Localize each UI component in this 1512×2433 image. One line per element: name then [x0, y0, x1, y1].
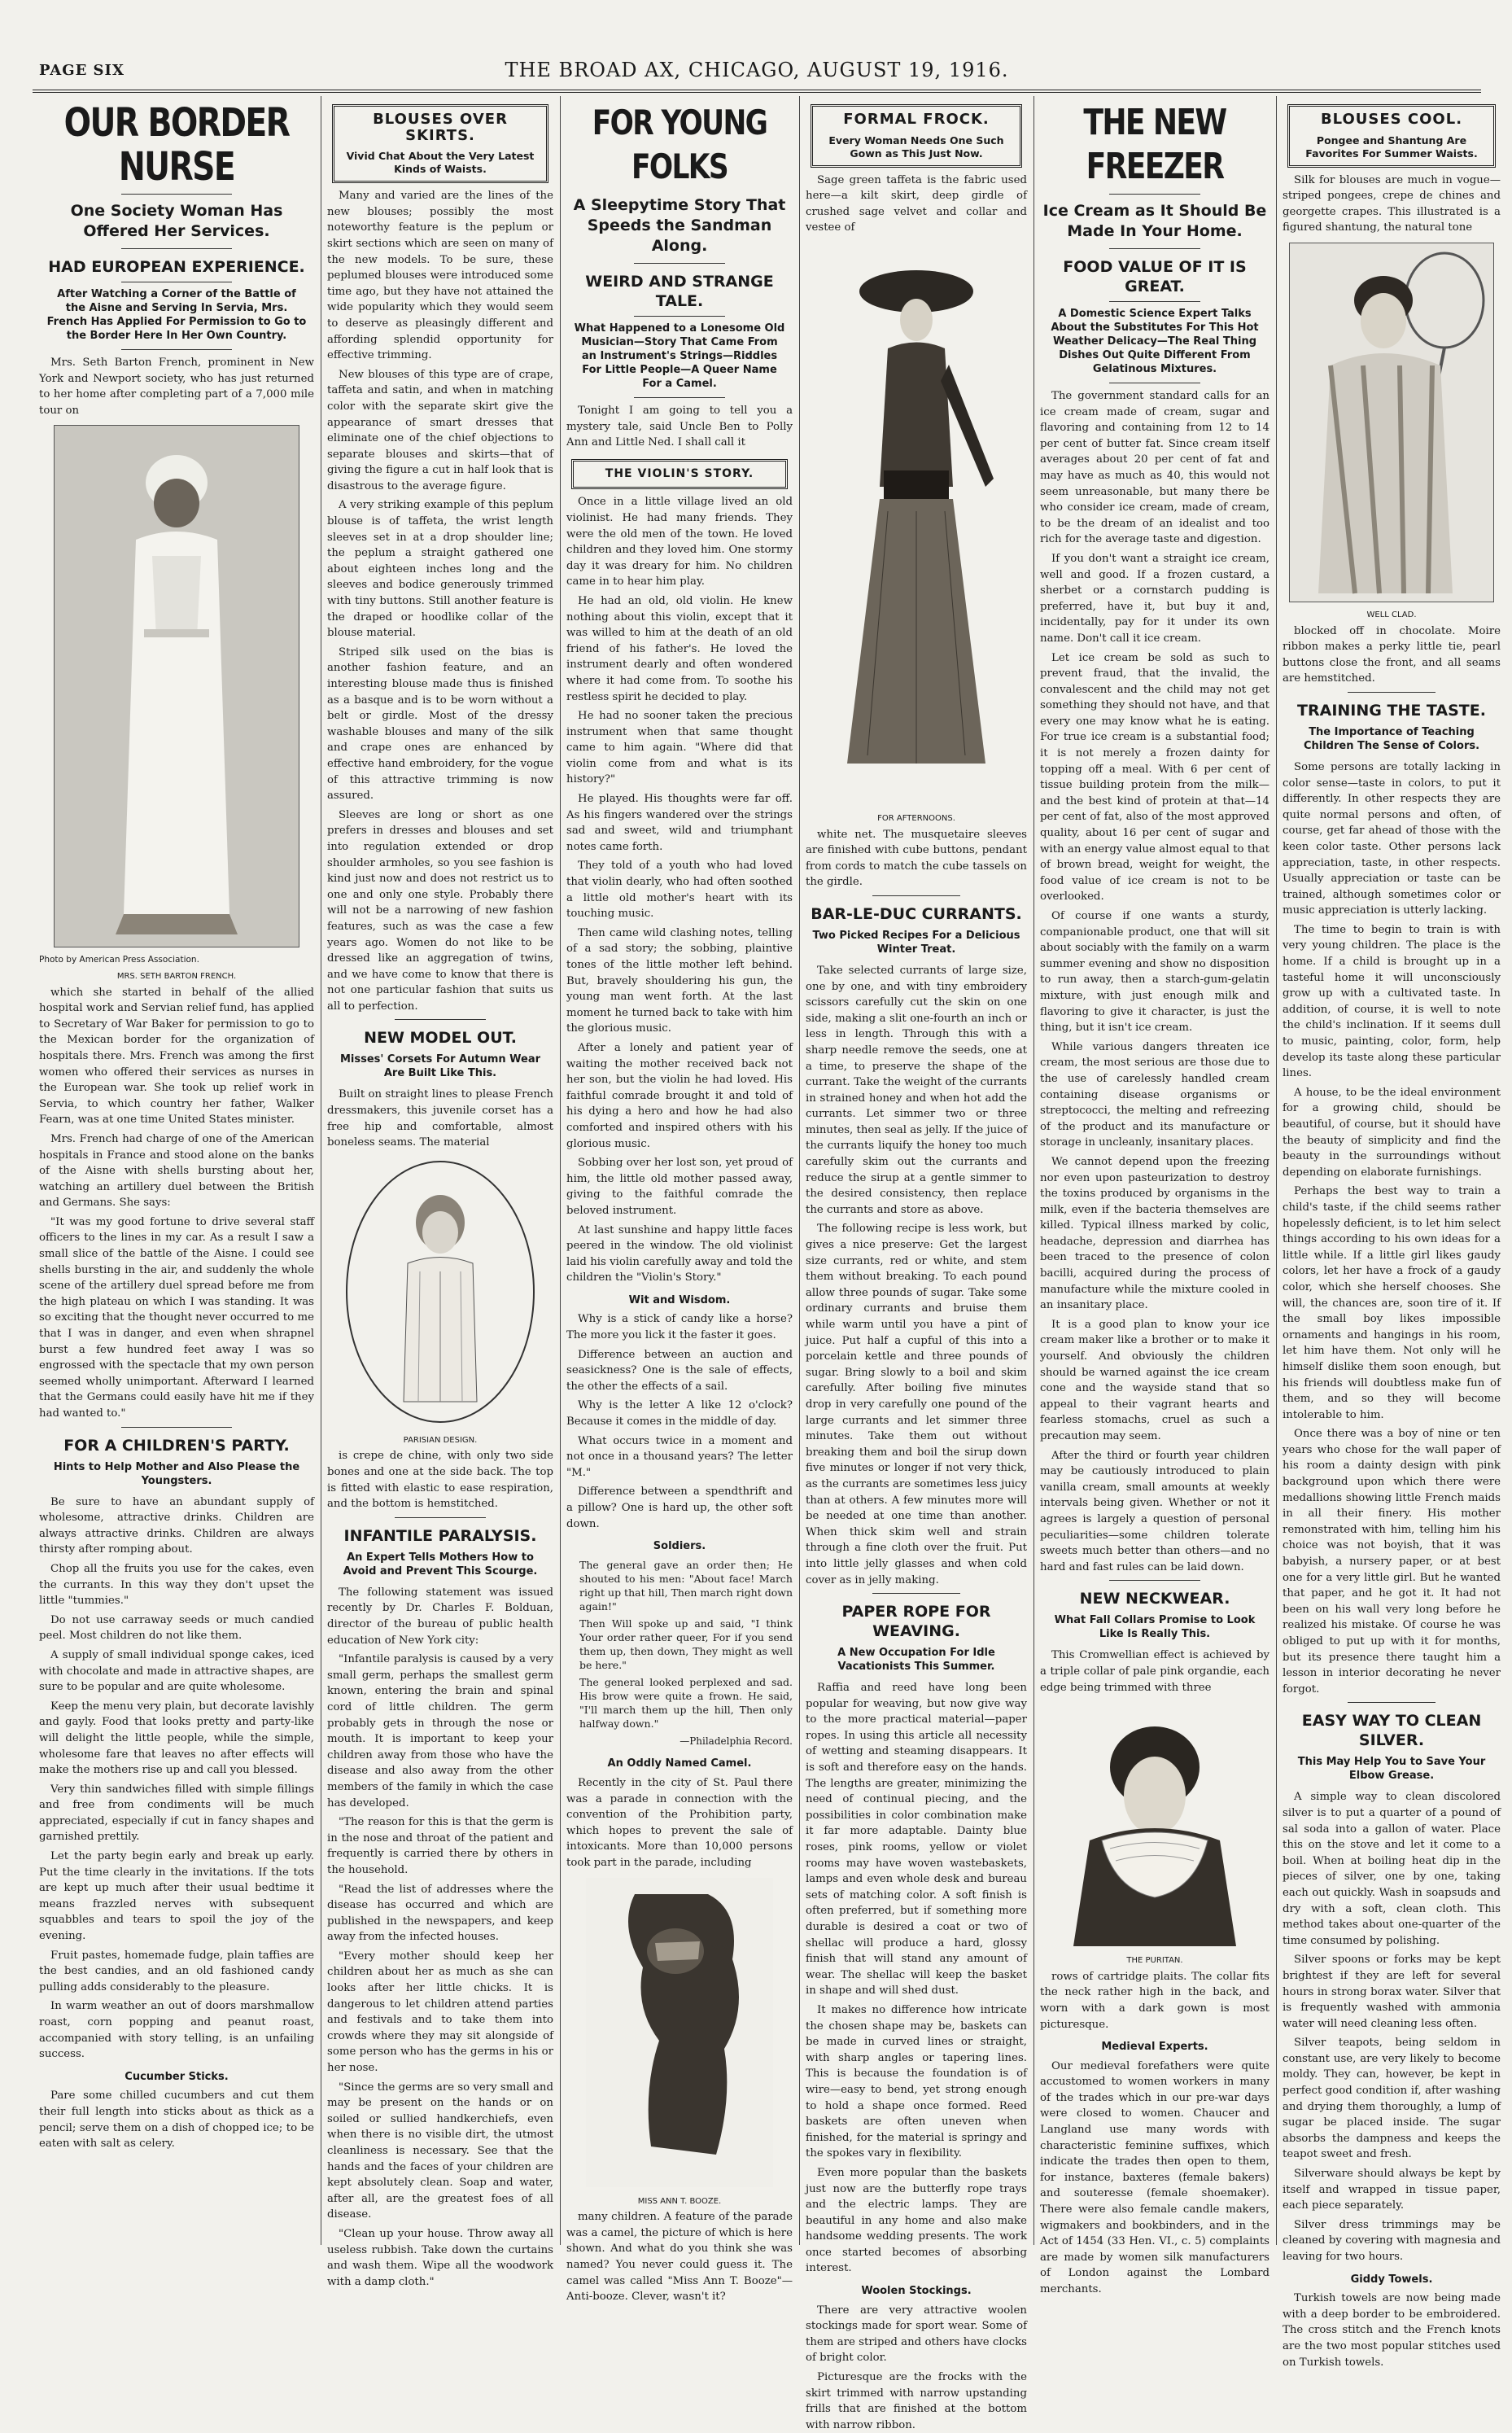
corset-illustration	[339, 1157, 542, 1426]
article-paragraph: While various dangers threaten ice cream, the most serious are those due to the use of carelessly handled cream containing disease organisms or streptococci, the melting and refreezing of the product and its manufacture or storage in uncleanly, insanitary places.	[1040, 1040, 1269, 1149]
section-head-childrens-party: FOR A CHILDREN'S PARTY.	[63, 1436, 290, 1455]
article-paragraph: After the third or fourth year children may be cautiously introduced to plain vanilla cream, small amounts at weekly intervals being given. Whether or not it agrees is largely a question of personal peculiarities—some children tolerate sweets much better than others—and no hard and fast rules can be laid down.	[1040, 1449, 1269, 1573]
box-subtitle: Vivid Chat About the Very Latest Kinds of Waists.	[346, 150, 535, 176]
article-paragraph: There are very attractive woolen stockings made for sport wear. Some of them are striped and others have clocks of bright color.	[806, 2304, 1027, 2365]
article-paragraph: "Read the list of addresses where the disease has occurred and which are published in the newspapers, and keep away from the infected houses.	[327, 1883, 553, 1944]
deck-new-freezer: A Domestic Science Expert Talks About the Substitutes For This Hot Weather Delicacy—The Real Thing Dishes Out Quite Different From Gelatinous Mixtures.	[1051, 308, 1259, 375]
article-paragraph: Some persons are totally lacking in color sense—taste in colors, to put it differently. In other respects they are quite normal persons and often, of course, get far ahead of those with the keen color taste. Other persons lack appreciation, taste, in other respects. Usually appreciation or taste can be trained, although sometimes color or music appreciation is utterly lacking.	[1283, 760, 1501, 917]
article-paragraph: The following recipe is less work, but gives a nice preserve: Get the largest size currants, red or white, and stem them without breaking. To each pound allow three pounds of sugar. Take some ordinary currants and bruise them while warm until you have a pint of juice. Put half a cupful of this into a porcelain kettle and three pounds of sugar. Bring slowly to a boil and skim carefully. After boiling five minutes drop in very carefully one pound of the large currants and let simmer three minutes. Take them out without breaking them and boil the sirup down five minutes or longer if not very thick, as the currants are sometimes less juicy than at others. A few minutes more will be needed at one time than another. When thick skim well and strain through a fine cloth over the fruit. Put into little jelly glasses and when cold cover as in jelly making.	[806, 1223, 1027, 1586]
article-paragraph: Striped silk used on the bias is another fashion feature, and an interesting blouse made thus is finished as a basque and is to be worn without a belt or girdle. Most of the dressy washable blouses and many of the silk and crape ones are enhanced by effective hand embroidery, for the vogue of this attractive trimming is now assured.	[327, 645, 553, 803]
article-paragraph: This Cromwellian effect is achieved by a triple collar of pale pink organdie, each edge being trimmed with three	[1040, 1649, 1269, 1694]
masthead	[33, 57, 1481, 93]
article-paragraph: Tonight I am going to tell you a mystery tale, said Uncle Ben to Polly Ann and Little Ned. I shall call it	[566, 405, 793, 449]
article-paragraph: Raffia and reed have long been popular for weaving, but now give way to the more practical material—paper ropes. In using this article all necessity of wetting and steaming disappears. It is soft and therefore easy on the hands. The lengths are greater, minimizing the need of continual piecing, and the possibilities in color combination make it far more adaptable. Dainty blue roses, pink rooms, yellow or violet rooms may have woven wastebaskets, lamps and even whole desk and bureau sets of matching color. A soft finish is often preferred, but if something more durable is desired a coat or two of shellac will produce a hard, glossy finish that will stand any amount of wear. The shellac will keep the basket in shape and will shed dust.	[806, 1682, 1027, 1998]
subhead-oddly-named-camel: An Oddly Named Camel.	[607, 1757, 752, 1770]
article-paragraph: rows of cartridge plaits. The collar fits the neck rather high in the back, and worn with a dark gown is most picturesque.	[1040, 1970, 1269, 2031]
column-6	[1283, 96, 1501, 2369]
article-paragraph: The time to begin to train is with very young children. The place is the home. If a child is brought up in a tasteful home it will unconsciously grow up with a cultivated taste. In addition, of course, it is well to note the child's inclination. If it seems dull to music, painting, color, form, help develop its taste along these particular lines.	[1283, 923, 1501, 1080]
article-paragraph: which she started in behalf of the allied hospital work and Servian relief fund, has applied to Secretary of War Baker for permission to go to the Mexican border for the organization of hospitals there. Mrs. French was among the first women who offered their services as nurses in the European war. She took up relief work in Servia, to which country her father, Walker Fearn, was at one time United States minister.	[39, 986, 314, 1127]
article-paragraph: blocked off in chocolate. Moire ribbon makes a perky little tie, pearl buttons close the front, and all seams are hemstitched.	[1283, 624, 1501, 685]
poem-source: —Philadelphia Record.	[680, 1735, 793, 1747]
frock-illustration	[819, 243, 1014, 804]
article-paragraph: Sage green taffeta is the fabric used here—a kilt skirt, deep girdle of crushed sage velvet and collar and vestee of	[806, 173, 1027, 234]
subhead-medieval-experts: Medieval Experts.	[1101, 2041, 1208, 2054]
article-paragraph: Take selected currants of large size, one by one, and with tiny embroidery scissors carefully cut the skin on one side, making a slit one-fourth an inch or less in length. Through this with a sharp needle remove the seeds, one at a time, to preserve the shape of the currant. Take the weight of the currants in strained honey and when hot add the currants. Let simmer two or three minutes, then seal as jelly. If the juice of the currants liquify the honey too much carefully skim out the currants and reduce the sirup at a gentle simmer to the desired consistency, then replace the currants and store as above.	[806, 964, 1027, 1216]
section-head-weird-tale: WEIRD AND STRANGE TALE.	[585, 273, 774, 310]
deck-border-nurse: After Watching a Corner of the Battle of the Aisne and Serving In Servia, Mrs. French Has Applied For Permission to Go to the Border Here In Her Own Country.	[46, 288, 307, 342]
article-paragraph: Once in a little village lived an old violinist. He had many friends. They were the old men of the town. He loved children and they loved him. One stormy day it was dreary for him. No children came in to hear him play.	[566, 496, 793, 589]
article-paragraph: Sobbing over her lost son, yet proud of him, the little old mother passed away, giving to the faithful comrade the beloved instrument.	[566, 1157, 793, 1217]
box-formal-frock	[811, 104, 1022, 168]
article-paragraph: Keep the menu very plain, but decorate lavishly and gayly. Food that looks pretty and party-like will delight the little people, while the simple, wholesome fare that leaves no after effects will make the mothers rise up and call you blessed.	[39, 1700, 314, 1777]
article-paragraph: He had an old, old violin. He knew nothing about this violin, except that it was willed to him at the death of an old friend of his father's. He loved the instrument dearly and often wondered where it had come from. To soothe his restless spirit he decided to play.	[566, 594, 793, 703]
box-title: BLOUSES COOL.	[1320, 111, 1463, 128]
camel-photo	[586, 1878, 773, 2187]
subhead-woolen-stockings: Woolen Stockings.	[861, 2285, 972, 2298]
article-paragraph: It is a good plan to know your ice cream maker like a brother or to make it yourself. And obviously the children should be warned against the ice cream cone and the wayside stand that so appeal to their vagrant hearts and fearless stomachs, cruel as such a precaution may seem.	[1040, 1318, 1269, 1442]
deck-clean-silver: This May Help You to Save Your Elbow Grease.	[1297, 1756, 1486, 1783]
poem-stanza: The general gave an order then; He shouted to his men: "About face! March right up that hill, Then march right down again!"	[579, 1558, 793, 1613]
headline-young-folks: FOR YOUNG FOLKS	[592, 103, 767, 186]
newspaper-title: THE BROAD AX, CHICAGO, AUGUST 19, 1916.	[505, 59, 1009, 81]
poem-stanza: The general looked perplexed and sad. His brow were quite a frown. He said, "I'll march them up the hill, Then only halfway down."	[579, 1675, 793, 1730]
box-blouses-cool	[1287, 104, 1496, 168]
section-head-paper-rope: PAPER ROPE FOR WEAVING.	[841, 1603, 991, 1641]
deck-young-folks: What Happened to a Lonesome Old Musician—Story That Came From an Instrument's Strings—Riddles For Little People—A Queer Name For a Camel.	[574, 322, 785, 390]
section-head-training-taste: TRAINING THE TASTE.	[1297, 701, 1486, 720]
page-number: PAGE SIX	[39, 62, 125, 79]
subhead-soldiers: Soldiers.	[653, 1540, 706, 1553]
article-paragraph: A supply of small individual sponge cakes, iced with chocolate and made in attractive shapes, are sure to be popular and are quite wholesome.	[39, 1648, 314, 1694]
article-paragraph: A simple way to clean discolored silver is to put a quarter of a pound of sal soda into a gallon of water. Place this on the stove and let it come to a boil. When at boiling heat dip in the pieces of silver, one by one, taking each out quickly. Wash in soapsuds and dry with a soft, clean cloth. This method takes about one-quarter of the time consumed by polishing.	[1283, 1791, 1501, 1947]
article-paragraph: Silver teapots, being seldom in constant use, are very likely to become moldy. They can, however, be kept in perfect good condition if, after washing and drying them thoroughly, a lump of sugar be placed inside. The sugar absorbs the dampness and keeps the teapot sweet and fresh.	[1283, 2037, 1501, 2161]
article-paragraph: Then came wild clashing notes, telling of a sad story; the sobbing, plaintive tones of the little mother left behind. But, bravely shouldering his gun, the young man went forth. At the last moment he turned back to take with him the glorious music.	[566, 926, 793, 1035]
article-paragraph: Mrs. Seth Barton French, prominent in New York and Newport society, who has just returned to her home after completing part of a 7,000 mile tour on	[39, 357, 314, 417]
article-paragraph: They told of a youth who had loved that violin dearly, who had often soothed a little old mother's heart with its touching music.	[566, 860, 793, 921]
deck-new-model: Misses' Corsets For Autumn Wear Are Built Like This.	[339, 1053, 541, 1080]
article-paragraph: Even more popular than the baskets just now are the butterfly rope trays and the electric lamps. They are beautiful in any home and also make handsome wedding presents. The work once started becomes of absorbing interest.	[806, 2166, 1027, 2275]
article-paragraph: Let the party begin early and break up early. Put the time clearly in the invitations. If the tots are kept up much after their usual bedtime it means frazzled nerves with subsequent squabbles and tears to spoil the joy of the evening.	[39, 1850, 314, 1943]
riddle: Difference between a spendthrift and a pillow? One is hard up, the other soft down.	[566, 1486, 793, 1530]
box-title: THE VIOLIN'S STORY.	[605, 466, 754, 480]
article-paragraph: Silver dress trimmings may be cleaned by covering with magnesia and leaving for two hours.	[1283, 2218, 1501, 2263]
photo-caption: WELL CLAD.	[1366, 610, 1417, 619]
riddle: Why is a stick of candy like a horse? The more you lick it the faster it goes.	[566, 1313, 793, 1342]
column-4	[806, 96, 1027, 2431]
article-paragraph: Recently in the city of St. Paul there was a parade in connection with the convention of the Prohibition party, which hopes to prevent the sale of intoxicants. More than 10,000 persons took part in the parade, including	[566, 1776, 793, 1869]
column-1	[39, 96, 314, 2245]
subhead-society-woman: One Society Woman Has Offered Her Services.	[70, 202, 283, 240]
section-head-food-value: FOOD VALUE OF IT IS GREAT.	[1063, 258, 1247, 295]
article-paragraph: Let ice cream be sold as such to prevent fraud, that the invalid, the convalescent and the child may not get something they should not have, and that every one may know what he is eating. For true ice cream is a substantial food; it is not merely a frozen dainty for topping off a meal. With 6 per cent of tissue building protein from the milk—and the best kind of protein at that—14 per cent of fat, also of the most approved quality, about 16 per cent of sugar and with an energy value almost equal to that of brown bread, weight for weight, the food value of ice cream is not to be overlooked.	[1040, 651, 1269, 904]
article-paragraph: The government standard calls for an ice cream made of cream, sugar and flavoring and containing from 12 to 14 per cent of butter fat. Since cream itself averages about 20 per cent of fat and may have as much as 40, this would not seem unreasonable, but many there be who consider ice cream, made of cream, to be the dream of an idealist and too rich for the average taste and digestion.	[1040, 390, 1269, 546]
article-paragraph: After a lonely and patient year of waiting the mother received back not her son, but the violin he had loved. His faithful comrade brought it and told of his dying a hero and how he had also comforted and inspired others with his glorious music.	[566, 1041, 793, 1150]
article-paragraph: If you don't want a straight ice cream, well and good. If a frozen custard, a sherbet or a cornstarch pudding is preferred, have it, but buy it and, incidentally, pay for it under its own name. Don't call it ice cream.	[1040, 552, 1269, 645]
illustration-caption: FOR AFTERNOONS.	[877, 813, 955, 823]
headline-border-nurse: OUR BORDER NURSE	[63, 100, 290, 190]
deck-infantile-paralysis: An Expert Tells Mothers How to Avoid and Prevent This Scourge.	[343, 1551, 538, 1578]
article-paragraph: Silk for blouses are much in vogue—striped pongees, crepe de chines and georgette crapes. This illustrated is a figured shantung, the natural tone	[1283, 173, 1501, 234]
column-5	[1040, 96, 1269, 2295]
article-paragraph: "Clean up your house. Throw away all useless rubbish. Take down the curtains and wash them. Wipe all the woodwork with a damp cloth."	[327, 2227, 553, 2288]
section-head-new-neckwear: NEW NECKWEAR.	[1079, 1590, 1230, 1608]
deck-bar-le-duc: Two Picked Recipes For a Delicious Winter Treat.	[812, 929, 1020, 956]
article-paragraph: Of course if one wants a sturdy, companionable product, one that will sit about sociably with the family on a warm summer evening and show no disposition to run away, then a starch-gum-gelatin mixture, with just enough milk and flavoring to give it character, is just the thing, but it isn't ice cream.	[1040, 910, 1269, 1035]
article-paragraph: New blouses of this type are of crape, taffeta and satin, and when in matching color with the separate skirt give the appearance of smart dresses that eliminate one of the chief objections to separate blouses and skirts—that of giving the figure a cut in half look that is disastrous to the average figure.	[327, 368, 553, 492]
section-head-european: HAD EUROPEAN EXPERIENCE.	[48, 258, 305, 276]
article-paragraph: Sleeves are long or short as one prefers in dresses and blouses and set into regulation extended or drop shoulder armholes, so you see fashion is kind just now and does not restrict us to one and only one style. Probably there will not be a narrowing of new fashion features, such as was the case a few years ago. Women do not like to be dressed like an aggregation of twins, and we have come to know that there is not one particular fashion that suits us all to perfection.	[327, 808, 553, 1013]
box-subtitle: Every Woman Needs One Such Gown as This Just Now.	[828, 133, 1004, 160]
tennis-blouse-photo	[1289, 243, 1494, 602]
photo-credit: Photo by American Press Association.	[39, 955, 199, 965]
article-paragraph: A house, to be the ideal environment for a growing child, should be beautiful, of course, but it should have the beauty of simplicity and find the beauty in the surroundings without depending on elaborate furnishings.	[1283, 1086, 1501, 1179]
article-paragraph: Very thin sandwiches filled with simple fillings and free from condiments will be much appreciated, especially if cut in fancy shapes and garnished prettily.	[39, 1783, 314, 1844]
deck-new-neckwear: What Fall Collars Promise to Look Like Is Really This.	[1054, 1614, 1256, 1641]
nurse-photo	[54, 425, 299, 947]
illustration-caption: PARISIAN DESIGN.	[403, 1435, 478, 1445]
illustration-caption: THE PURITAN.	[1126, 1956, 1183, 1966]
article-paragraph: Silverware should always be kept by itself and wrapped in tissue paper, each piece separately.	[1283, 2168, 1501, 2212]
riddle: Difference between an auction and seasickness? One is the sale of effects, the other the effects of a sail.	[566, 1348, 793, 1393]
article-paragraph: Once there was a boy of nine or ten years who chose for the wall paper of his room a dainty design with pink background upon which there were medallions showing little French maids in all their finery. His mother remonstrated with him, telling him his choice was not boyish, that it was babyish, a nursery paper, or at best one for a very little girl. But he wanted that paper, and he got it. It had not been on his wall very long before he realized his mistake. Of course he was obliged to put up with it for months, but its presence there taught him a lesson in interior decorating he never forgot.	[1283, 1428, 1501, 1696]
photo-caption: MRS. SETH BARTON FRENCH.	[116, 971, 237, 981]
article-paragraph: It makes no difference how intricate the chosen shape may be, baskets can be made in curved lines or straight, with sharp angles or tapering lines. This is because the foundation is of wire—easy to bend, yet strong enough to hold a shape once formed. Reed baskets are often uneven when finished, for the material is springy and the spokes vary in flexibility.	[806, 2003, 1027, 2160]
puritan-collar-illustration	[1057, 1702, 1252, 1946]
box-title: BLOUSES OVER SKIRTS.	[373, 111, 508, 144]
article-paragraph: Do not use carraway seeds or much candied peel. Most children do not like them.	[39, 1613, 314, 1643]
deck-childrens-party: Hints to Help Mother and Also Please the Youngsters.	[53, 1460, 300, 1487]
article-paragraph: He played. His thoughts were far off. As his fingers wandered over the strings sad and sweet, wild and triumphant notes came forth.	[566, 793, 793, 853]
deck-paper-rope: A New Occupation For Idle Vacationists This Summer.	[837, 1647, 995, 1674]
article-paragraph: Perhaps the best way to train a child's taste, if the child seems rather hopelessly deficient, is to let him select things according to his own ideas for a little while. If a little girl likes gaudy colors, let her have a frock of a gaudy color, which she herself chooses. She will, the chances are, soon tire of it. If the small boy likes impossible ornaments and hangings in his room, let him have them. Not only will he himself dislike them soon enough, but his friends will doubtless make fun of them, and so they will become intolerable to him.	[1283, 1185, 1501, 1421]
article-paragraph: is crepe de chine, with only two side bones and one at the side back. The top is fitted with elastic to ease respiration, and the bottom is hemstitched.	[327, 1450, 553, 1511]
subhead-giddy-towels: Giddy Towels.	[1350, 2273, 1433, 2286]
subhead-wit-wisdom: Wit and Wisdom.	[628, 1293, 731, 1306]
article-paragraph: In warm weather an out of doors marshmallow roast, corn popping and peanut roast, accompanied with story telling, is an unfailing success.	[39, 2000, 314, 2061]
article-paragraph: Pare some chilled cucumbers and cut them their full length into sticks about as thick as a pencil; serve them on a dish of chopped ice; to be eaten with salt as celery.	[39, 2089, 314, 2151]
article-paragraph: Picturesque are the frocks with the skirt trimmed with narrow upstanding frills that are finished at the bottom with narrow ribbon.	[806, 2371, 1027, 2431]
article-paragraph: Silver spoons or forks may be kept brightest if they are left for several hours in strong borax water. Silver that is frequently washed with ammonia water will need cleaning less often.	[1283, 1954, 1501, 2030]
poem-stanza: Then Will spoke up and said, "I think Your order rather queer, For if you send them up, then down, They might as well be here."	[579, 1617, 793, 1671]
article-paragraph: Chop all the fruits you use for the cakes, even the currants. In this way they don't upset the little "tummies."	[39, 1562, 314, 1608]
box-blouses-over-skirts	[332, 104, 548, 183]
article-paragraph: We cannot depend upon the freezing nor even upon pasteurization to destroy the toxins produced by organisms in the milk, even if the bacteria themselves are killed. Typical illness marked by colic, headache, depression and diarrhea has been traced to the presence of colon bacilli, acquired during the process of manufacture while the mixture cooled in an insanitary place.	[1040, 1155, 1269, 1312]
article-paragraph: "Since the germs are so very small and may be present on the hands or on soiled or sullied handkerchiefs, even when there is no visible dirt, the utmost cleanliness is necessary. See that the hands and the faces of your children are kept absolutely clean. Soap and water, after all, are the greatest foes of all disease.	[327, 2081, 553, 2221]
article-paragraph: Mrs. French had charge of one of the American hospitals in France and stood alone on the banks of the Aisne with shells bursting about her, watching an artillery duel between the British and Germans. She says:	[39, 1132, 314, 1210]
article-paragraph: many children. A feature of the parade was a camel, the picture of which is here shown. And what do you think she was named? You never could guess it. The camel was called "Miss Ann T. Booze"—Anti-booze. Clever, wasn't it?	[566, 2211, 793, 2304]
article-paragraph: The following statement was issued recently by Dr. Charles F. Bolduan, director of the bureau of public health education of New York city:	[327, 1586, 553, 1647]
article-paragraph: Our medieval forefathers were quite accustomed to women workers in many of the trades which in our pre-war days were closed to women. Chaucer and Langland use many words with characteristic feminine suffixes, which indicate the trades then open to them, for instance, baxteres (female bakers) and souteresse (female shoemaker). There were also female candle makers, wigmakers and bookbinders, and in the Act of 1454 (33 Hen. VI., c. 5) complaints are made by women silk manufacturers of London against the Lombard merchants.	[1040, 2059, 1269, 2295]
article-paragraph: A very striking example of this peplum blouse is of taffeta, the wrist length sleeves set in at a drop shoulder line; the peplum a straight gathered one about eighteen inches long and the sleeves and bodice generously trimmed with tiny buttons. Still another feature is the draped or hoodlike collar of the blouse material.	[327, 499, 553, 640]
riddle: What occurs twice in a moment and not once in a thousand years? The letter "M."	[566, 1434, 793, 1479]
article-paragraph: Many and varied are the lines of the new blouses; possibly the most noteworthy feature is the peplum or skirt sections which are seen on many of the new models. To be sure, these peplumed blouses were introduced some time ago, but they have not attained the wide popularity which they would seem to deserve as pleasingly different and affording splendid opportunity for effective trimming.	[327, 190, 553, 362]
section-head-bar-le-duc: BAR-LE-DUC CURRANTS.	[811, 904, 1022, 923]
subhead-ice-cream: Ice Cream as It Should Be Made In Your Home.	[1042, 202, 1267, 240]
subhead-sleepytime: A Sleepytime Story That Speeds the Sandman Along.	[573, 196, 786, 255]
column-3	[566, 96, 793, 2304]
article-paragraph: Fruit pastes, homemade fudge, plain taffies are the best candies, and an old fashioned candy pulling adds considerably to the pleasure.	[39, 1949, 314, 1993]
subhead-cucumber-sticks: Cucumber Sticks.	[125, 2070, 229, 2083]
section-head-clean-silver: EASY WAY TO CLEAN SILVER.	[1301, 1712, 1482, 1750]
column-2	[327, 96, 553, 2288]
article-paragraph: "Infantile paralysis is caused by a very small germ, perhaps the smallest germ known, entering the brain and spinal cord of little children. The germ probably gets in through the nose or mouth. It is important to keep your children away from those who have the disease and also away from the other members of the family in which the case has developed.	[327, 1653, 553, 1809]
article-paragraph: At last sunshine and happy little faces peered in the window. The old violinist laid his violin carefully away and told the children the "Violin's Story."	[566, 1223, 793, 1284]
box-violins-story	[571, 459, 788, 490]
deck-training-taste: The Importance of Teaching Children The Sense of Colors.	[1303, 725, 1480, 752]
camel-caption: MISS ANN T. BOOZE.	[637, 2196, 722, 2206]
headline-new-freezer: THE NEW FREEZER	[1083, 102, 1226, 187]
riddle: Why is the letter A like 12 o'clock? Because it comes in the middle of day.	[566, 1399, 793, 1429]
article-paragraph: "The reason for this is that the germ is in the nose and throat of the patient and frequently is carried there by others in the household.	[327, 1816, 553, 1876]
article-paragraph: Turkish towels are now being made with a deep border to be embroidered. The cross stitch and the French knots are the two most popular stitches used on Turkish towels.	[1283, 2292, 1501, 2369]
section-head-infantile-paralysis: INFANTILE PARALYSIS.	[343, 1526, 537, 1545]
article-paragraph: "It was my good fortune to drive several staff officers to the lines in my car. As a result I saw a small slice of the battle of the Aisne. I could see shells bursting in the air, and suddenly the whole scene of the artillery duel spread before me from the high plateau on which I was standing. It was so exciting that the thought never occurred to me that I was in danger, and even when shrapnel burst a few hundred feet away I was so engrossed with the spectacle that my own person seemed wholly unimportant. Afterward I learned that the Germans could easily have hit me if they had wanted to."	[39, 1215, 314, 1420]
article-paragraph: Built on straight lines to please French dressmakers, this juvenile corset has a free hip and comfortable, almost boneless seams. The material	[327, 1088, 553, 1149]
article-paragraph: white net. The musquetaire sleeves are finished with cube buttons, pendant from cords to match the cube tassels on the girdle.	[806, 828, 1027, 889]
box-title: FORMAL FROCK.	[843, 111, 990, 128]
article-paragraph: "Every mother should keep her children about her as much as she can looks after her little chicks. It is dangerous to let children attend parties and festivals and to take them into crowds where they may sit alongside of some person who has the germs in his or her nose.	[327, 1949, 553, 2075]
article-paragraph: He had no sooner taken the precious instrument when that same thought came to him again. "Where did that violin come from and what is its history?"	[566, 710, 793, 786]
section-head-new-model: NEW MODEL OUT.	[364, 1029, 517, 1048]
box-subtitle: Pongee and Shantung Are Favorites For Summer Waists.	[1305, 133, 1478, 160]
article-paragraph: Be sure to have an abundant supply of wholesome, attractive drinks. Children are always attractive drinks. Children are always thirsty after romping about.	[39, 1495, 314, 1556]
